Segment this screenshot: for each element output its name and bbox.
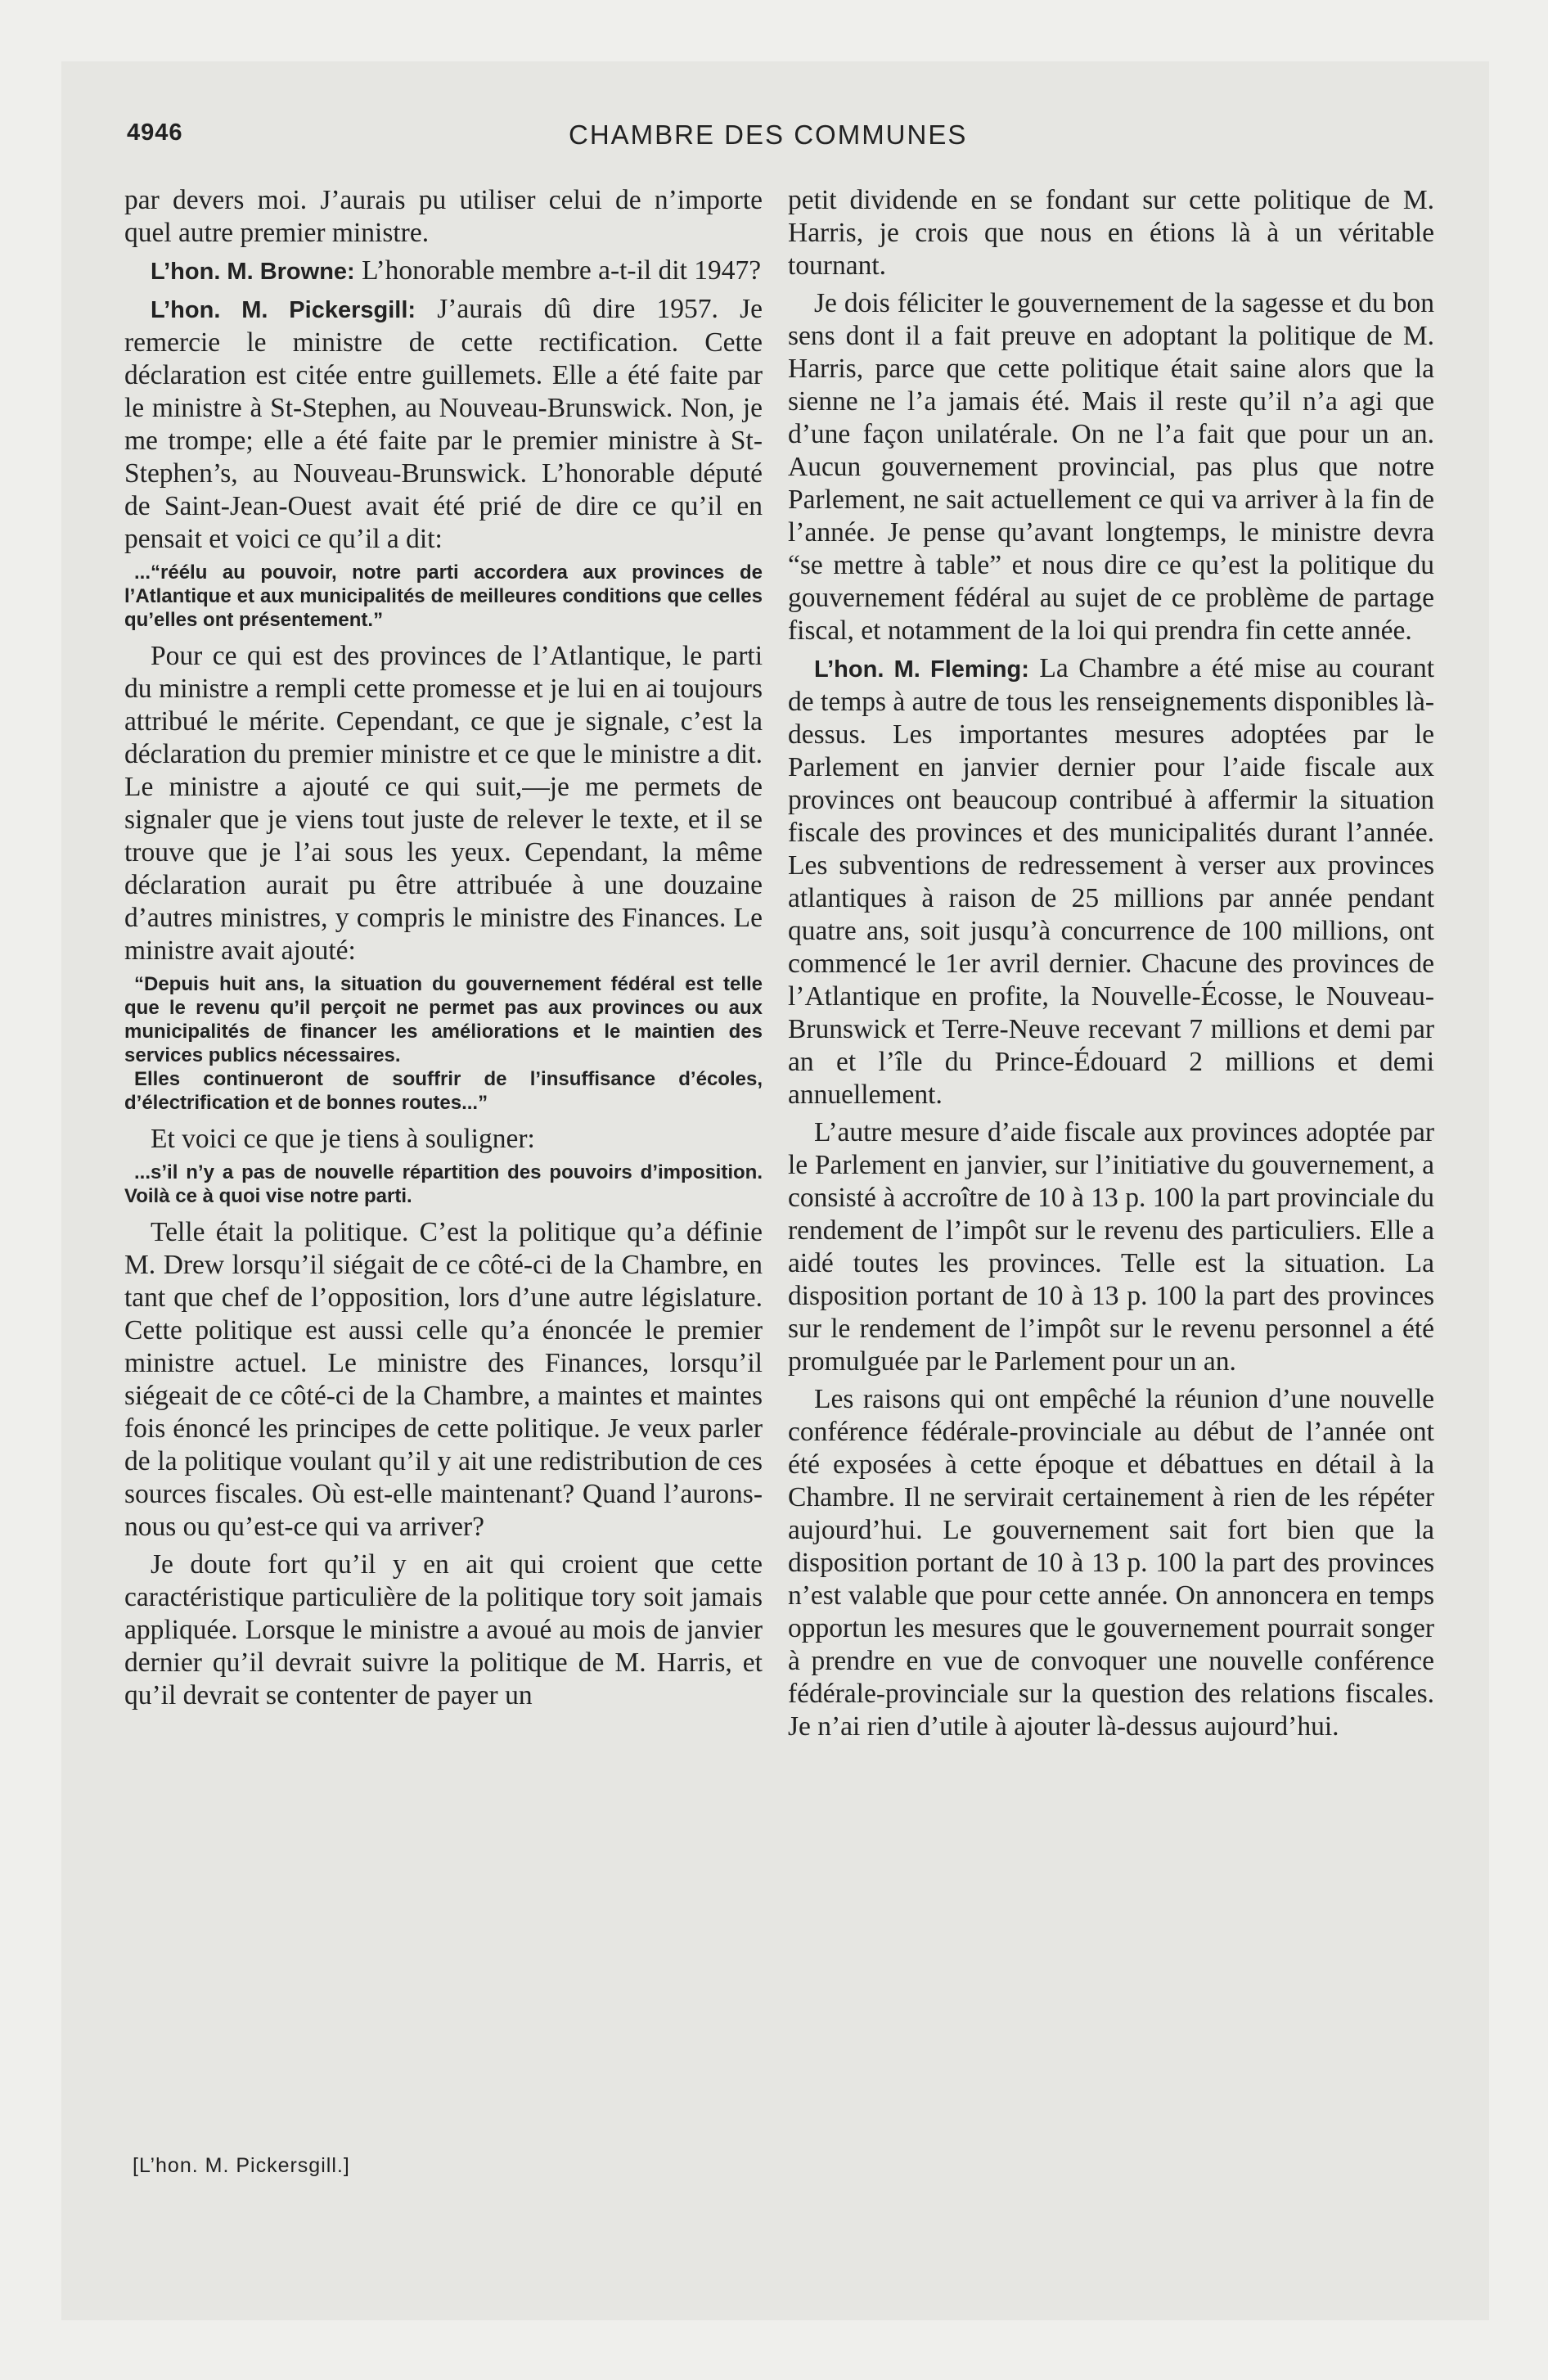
journal-title: CHAMBRE DES COMMUNES xyxy=(569,119,968,150)
page-number: 4946 xyxy=(127,119,183,146)
quotation xyxy=(124,972,763,1115)
paragraph-browne xyxy=(124,255,763,288)
speech-text: L’honorable membre a-t-il dit 1947? xyxy=(354,255,762,286)
quotation-text: “Depuis huit ans, la situation du gouvernement fédéral est telle que le revenu qu’il perçoit ne permet pas aux provinces ou aux municipalités de financer les améliorations et le maintien des services publics nécessaires. xyxy=(124,973,763,1066)
paragraph: par devers moi. J’aurais pu utiliser celui de n’importe quel autre premier ministre. xyxy=(124,185,763,248)
speech-text: J’aurais dû dire 1957. Je remercie le ministre de cette rectification. Cette déclaration est citée entre guillemets. Elle a été faite par le ministre à St-Stephen, au Nouveau-Brunswick. Non, je me trompe; elle a été faite par le premier ministre à St-Stephen’s, au Nouveau-Brunswick. L’honorable député de Saint-Jean-Ouest avait été prié de dire ce qu’il en pensait et voici ce qu’il a dit: xyxy=(124,294,763,554)
paragraph: Telle était la politique. C’est la politique qu’a définie M. Drew lorsqu’il siégait de ce côté-ci de la Chambre, en tant que chef de l’opposition, lors d’une autre législature. Cette politique est aussi celle qu’a énoncée le premier ministre actuel. Le ministre des Finances, lorsqu’il siégeait de ce côté-ci de la Chambre, a maintes et maintes fois énoncé les principes de cette politique. Je veux parler de la politique voulant qu’il y ait une redistribution de ces sources fiscales. Où est-elle maintenant? Quand l’aurons-nous ou qu’est-ce qui va arriver? xyxy=(124,1217,763,1542)
paragraph: petit dividende en se fondant sur cette politique de M. Harris, je crois que nous en étions là à un véritable tournant. xyxy=(788,185,1434,281)
quotation-text: ...“réélu au pouvoir, notre parti accordera aux provinces de l’Atlantique et aux municipalités de meilleures conditions que celles qu’elles ont présentement.” xyxy=(124,561,763,631)
paragraph: Je doute fort qu’il y en ait qui croient que cette caractéristique particulière de la politique tory soit jamais appliquée. Lorsque le ministre a avoué au mois de janvier dernier qu’il devrait suivre la politique de M. Harris, et qu’il devrait se contenter de payer un xyxy=(124,1549,763,1711)
page-header xyxy=(127,115,1420,164)
quotation-text: Elles continueront de souffrir de l’insuffisance d’écoles, d’électrification et de bonnes routes...” xyxy=(124,1068,763,1114)
speaker-name: L’hon. M. Pickersgill: xyxy=(151,297,416,323)
speech-text: La Chambre a été mise au courant de temps à autre de tous les renseignements disponibles là-dessus. Les importantes mesures adoptées par le Parlement en janvier dernier pour l’aide fiscale aux provinces ont beaucoup contribué à affermir la situation fiscale des provinces et des municipalités durant l’année. Les subventions de redressement à verser aux provinces atlantiques à raison de 25 millions par année pendant quatre ans, soit jusqu’à concurrence de 100 millions, ont commencé le 1er avril dernier. Chacune des provinces de l’Atlantique en profite, la Nouvelle-Écosse, le Nouveau-Brunswick et Terre-Neuve recevant 7 millions et demi par an et l’île du Prince-Édouard 2 millions et demi annuellement. xyxy=(788,653,1434,1110)
paragraph: Et voici ce que je tiens à souligner: xyxy=(151,1124,535,1154)
paragraph: Je dois féliciter le gouvernement de la sagesse et du bon sens dont il a fait preuve en adoptant la politique de M. Harris, parce que cette politique était saine alors que la sienne ne l’a jamais été. Mais il reste qu’il n’a agi que d’une façon unilatérale. On ne l’a fait que pour un an. Aucun gouvernement provincial, pas plus que notre Parlement, ne sait actuellement ce qui va arriver à la fin de l’année. Je pense qu’avant longtemps, le ministre devra “se mettre à table” et nous dire ce qu’est la politique du gouvernement fédéral au sujet de ce problème de partage fiscal, et notamment de la loi qui prendra fin cette année. xyxy=(788,288,1434,646)
speaker-name: L’hon. M. Fleming: xyxy=(814,656,1029,683)
speaker-name: L’hon. M. Browne: xyxy=(151,259,355,285)
right-column xyxy=(788,184,1434,1748)
paragraph: L’autre mesure d’aide fiscale aux provinces adoptée par le Parlement en janvier, sur l’initiative du gouvernement, a consisté à accroître de 10 à 13 p. 100 la part provinciale du rendement de l’impôt sur le revenu des particuliers. Elle a aidé toutes les provinces. Telle est la situation. La disposition portant de 10 à 13 p. 100 la part des provinces sur le rendement de l’impôt sur le revenu personnel a été promulguée par le Parlement pour un an. xyxy=(788,1117,1434,1377)
left-column xyxy=(124,184,763,1717)
quotation xyxy=(124,1161,763,1208)
paragraph: Les raisons qui ont empêché la réunion d’une nouvelle conférence fédérale-provinciale au début de l’année ont été exposées à cette époque et débattues en détail à la Chambre. Il ne servirait certainement à rien de les répéter aujourd’hui. Le gouvernement sait fort bien que la disposition portant de 10 à 13 p. 100 la part des provinces n’est valable que pour cette année. On annoncera en temps opportun les mesures que le gouvernement pourrait songer à prendre en vue de convoquer une nouvelle conférence fédérale-provinciale sur la question des relations fiscales. Je n’ai rien d’utile à ajouter là-dessus aujourd’hui. xyxy=(788,1384,1434,1742)
paragraph: Pour ce qui est des provinces de l’Atlantique, le parti du ministre a rempli cette promesse et je lui en ai toujours attribué le mérite. Cependant, ce que je signale, c’est la déclaration du premier ministre et ce que le ministre a dit. Le ministre a ajouté ce qui suit,—je me permets de signaler que je viens tout juste de relever le texte, et il se trouve que je l’ai sous les yeux. Cependant, la même déclaration aurait pu être attribuée à une douzaine d’autres ministres, y compris le ministre des Finances. Le ministre avait ajouté: xyxy=(124,641,763,966)
paragraph-pickersgill xyxy=(124,293,763,556)
quotation-text: ...s’il n’y a pas de nouvelle répartition des pouvoirs d’imposition. Voilà ce à quoi vise notre parti. xyxy=(124,1161,763,1207)
quotation xyxy=(124,561,763,632)
speaker-attribution: [L’hon. M. Pickersgill.] xyxy=(133,2154,350,2177)
paragraph-fleming xyxy=(788,652,1434,1111)
